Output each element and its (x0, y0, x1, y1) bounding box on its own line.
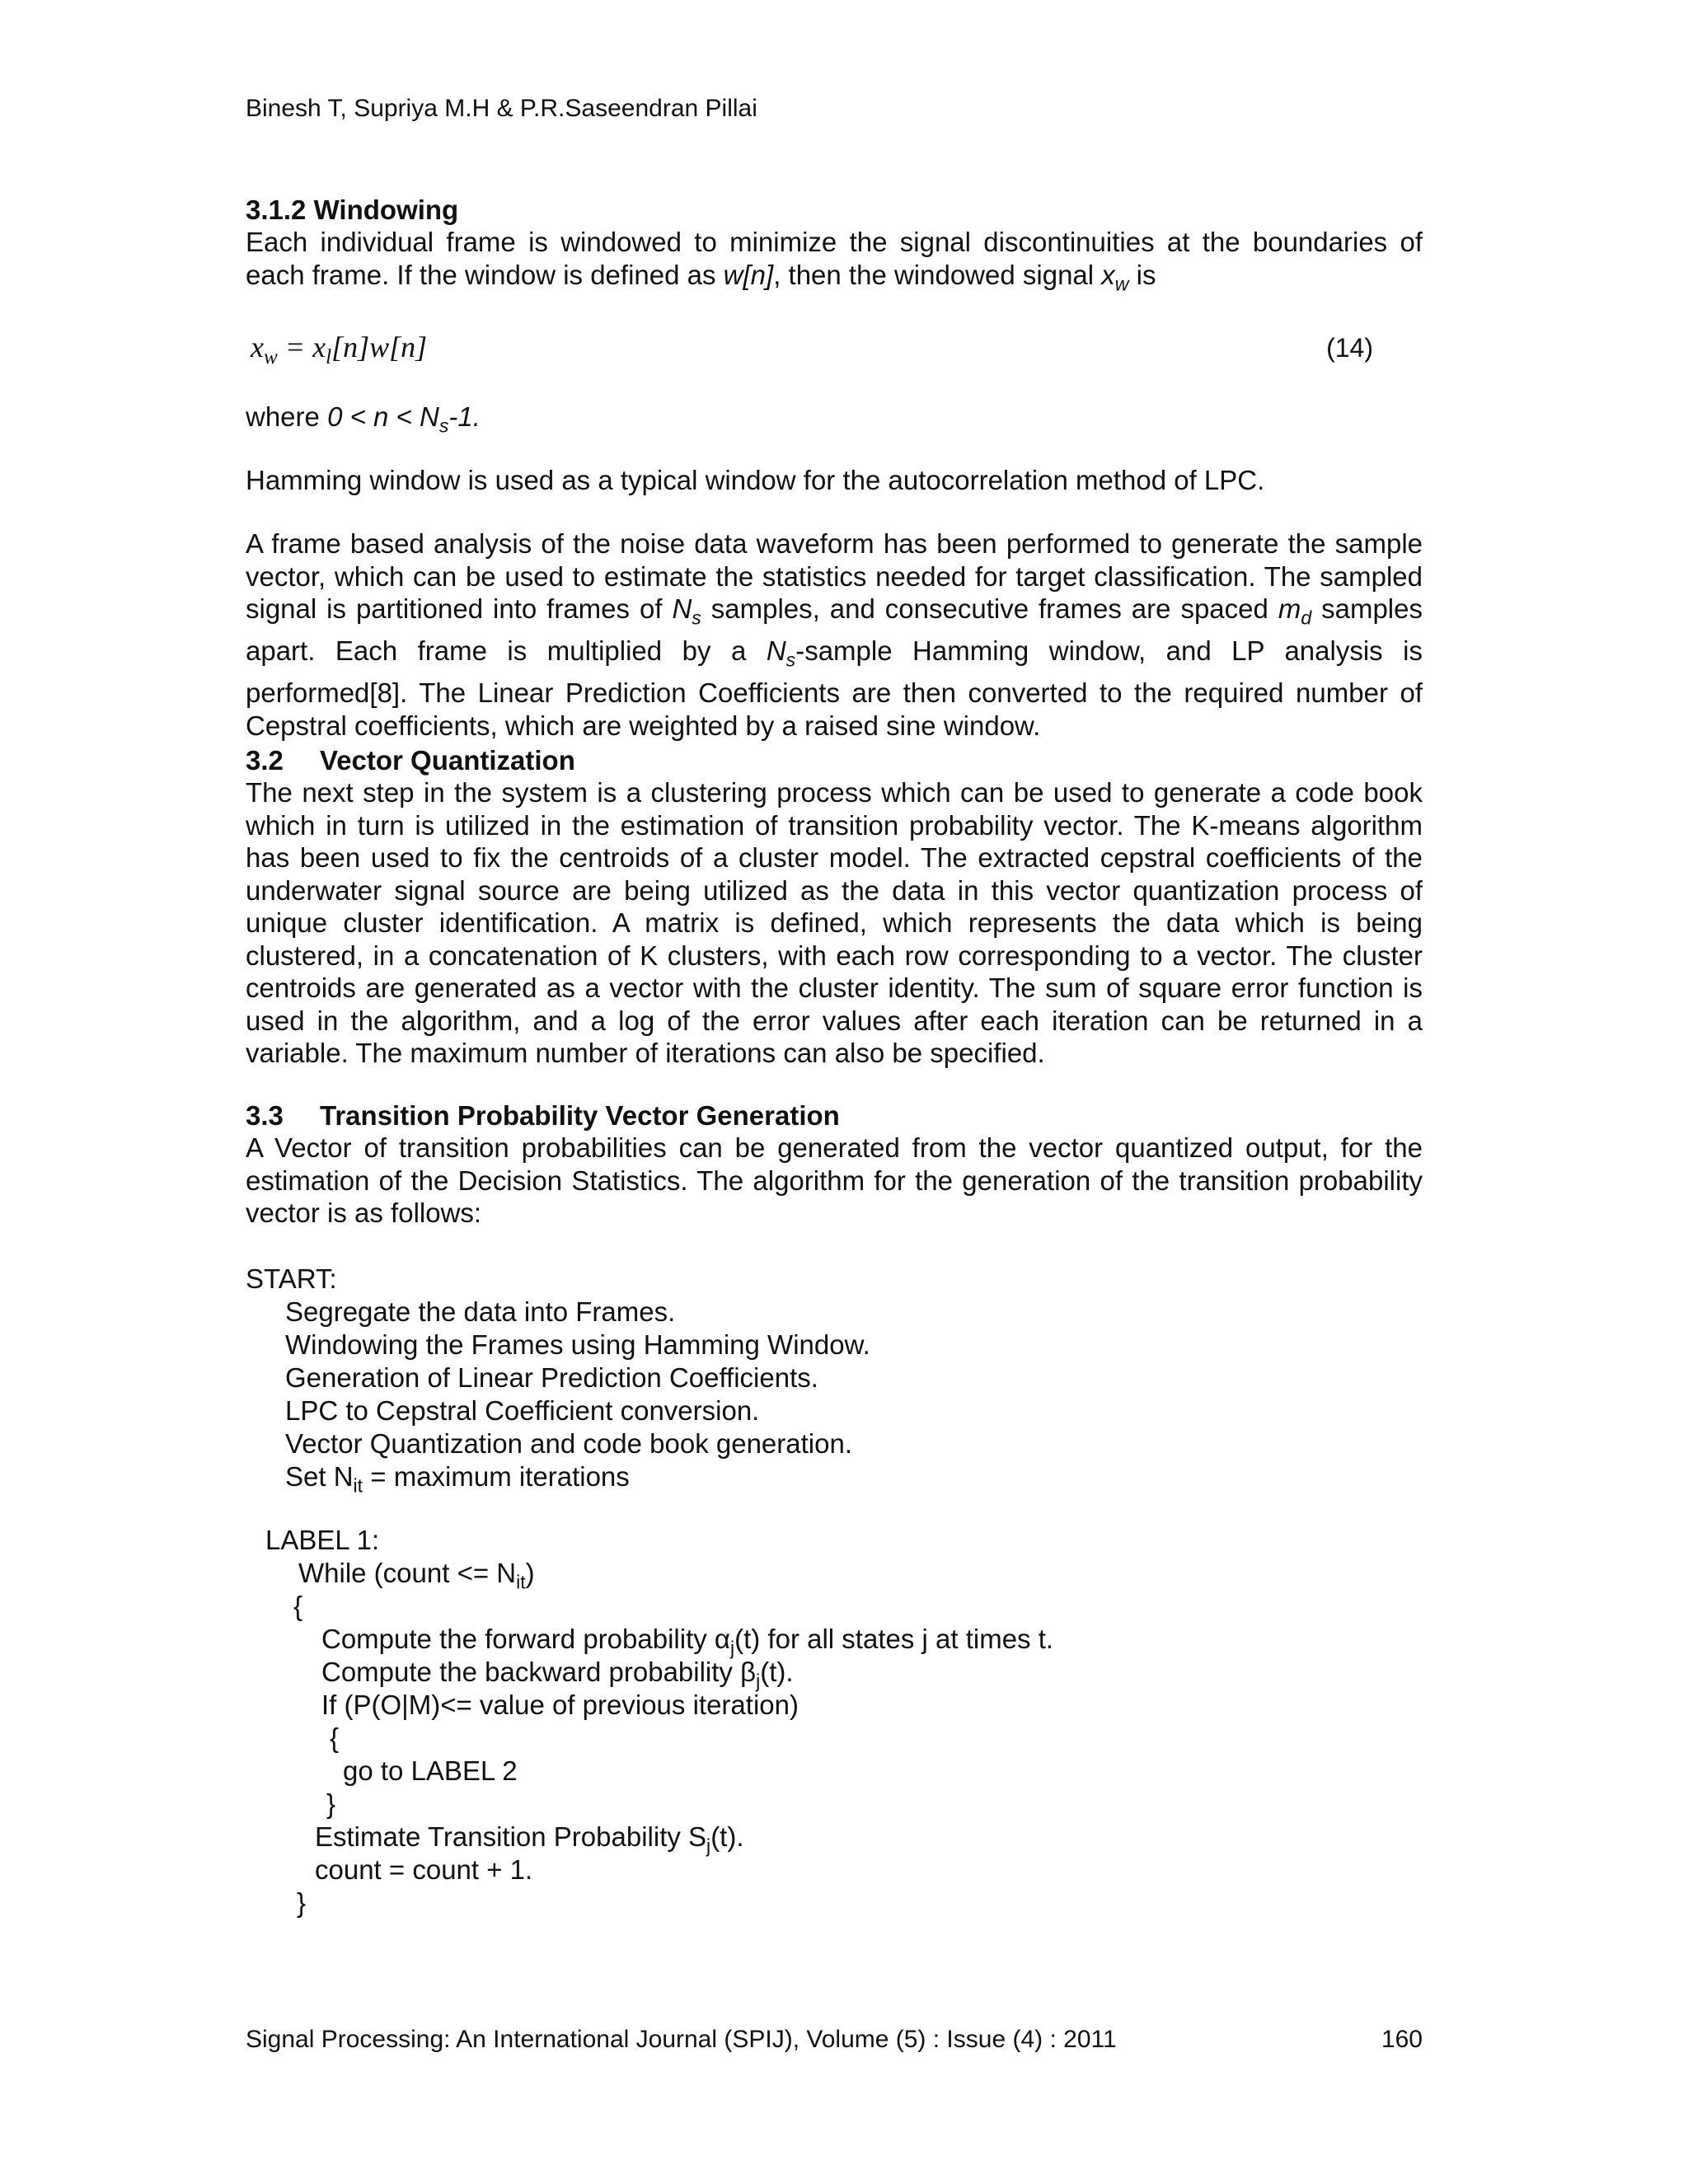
footer (246, 2026, 1423, 2054)
where-clause: where $0 < n < N_s-1$. (246, 401, 481, 437)
algo-line: Compute the forward probability $\alpha_j(t)$ for all states j at times t. (321, 1624, 1054, 1659)
algo-brace: { (330, 1722, 340, 1753)
section-heading: 3.2 Vector Quantization (246, 745, 575, 776)
algo-line: Vector Quantization and code book generation. (285, 1428, 852, 1459)
algo-brace: { (293, 1591, 303, 1621)
algo-line: Compute the backward probability $\beta_j(t)$. (321, 1657, 794, 1692)
running-head: Binesh T, Supriya M.H & P.R.Saseendran Pillai (246, 95, 757, 122)
algo-line: Generation of Linear Prediction Coefficients. (285, 1362, 818, 1393)
algo-line: go to LABEL 2 (343, 1755, 518, 1786)
section-heading: 3.3 Transition Probability Vector Generation (246, 1100, 840, 1131)
algo-line: Estimate Transition Probability $S_j(t)$. (315, 1821, 744, 1857)
algo-line: If (P(O|M)<= value of previous iteration) (321, 1690, 799, 1720)
algo-line: Segregate the data into Frames. (285, 1296, 676, 1327)
algo-while: While (count <= $N_{it}$) (298, 1558, 535, 1593)
paragraph-hamming: Hamming window is used as a typical window for the autocorrelation method of LPC. (246, 465, 1265, 495)
algo-line: Set $N_{it}$ = maximum iterations (285, 1461, 630, 1497)
footer-journal: Signal Processing: An International Journal (SPIJ), Volume (5) : Issue (4) : 2011 (246, 2026, 1117, 2053)
algo-brace: } (326, 1788, 336, 1819)
section-heading: 3.1.2 Windowing (246, 194, 459, 225)
paragraph: Each individual frame is windowed to minimize the signal discontinuities at the boundaries of each frame. If the window is defined as w[n], then the windowed signal $x_w$ is (246, 227, 1423, 295)
algo-brace: } (297, 1887, 307, 1918)
equation-number: (14) (1326, 333, 1373, 363)
section-3-2 (246, 745, 1423, 1070)
page-number: 160 (1381, 2026, 1423, 2053)
algo-label: LABEL 1: (265, 1525, 380, 1555)
paragraph: The next step in the system is a clustering process which can be used to generate a code book which in turn is utilized in the estimation of transition probability vector. The K-means algorithm has been used to fix the centroids of a cluster model. The extracted cepstral coefficients of the underwater signal source are being utilized as the data in this vector quantization process of unique cluster identification. A matrix is defined, which represents the data which is being clustered, in a concatenation of K clusters, with each row corresponding to a vector. The cluster centroids are generated as a vector with the cluster identity. The sum of square error function is used in the algorithm, and a log of the error values after each iteration can be returned in a variable. The maximum number of iterations can also be specified. (246, 777, 1423, 1068)
algo-line: LPC to Cepstral Coefficient conversion. (285, 1395, 760, 1426)
section-3-1-2 (246, 194, 1423, 301)
equation-14: $x_w = x_l[n]w[n]$ (251, 330, 428, 369)
paragraph: A Vector of transition probabilities can be generated from the vector quantized output, for the estimation of the Decision Statistics. The algorithm for the generation of the transition probability vector is as follows: (246, 1132, 1423, 1228)
algo-start: START: (246, 1263, 337, 1294)
algo-line: count = count + 1. (315, 1854, 533, 1885)
section-3-3 (246, 1100, 1423, 1230)
algo-line: Windowing the Frames using Hamming Window. (285, 1329, 870, 1360)
paragraph-frame-analysis: A frame based analysis of the noise data waveform has been performed to generate the sample vector, which can be used to estimate the statistics needed for target classification. The sampled signal is partitioned into frames of $N_s$ samples, and consecutive frames are spaced $m_d$ samples apart. Each frame is multiplied by a $N_s$-sample Hamming window, and LP analysis is performed[8]. The Linear Prediction Coefficients are then converted to the required number of Cepstral coefficients, which are weighted by a raised sine window. (246, 528, 1423, 741)
